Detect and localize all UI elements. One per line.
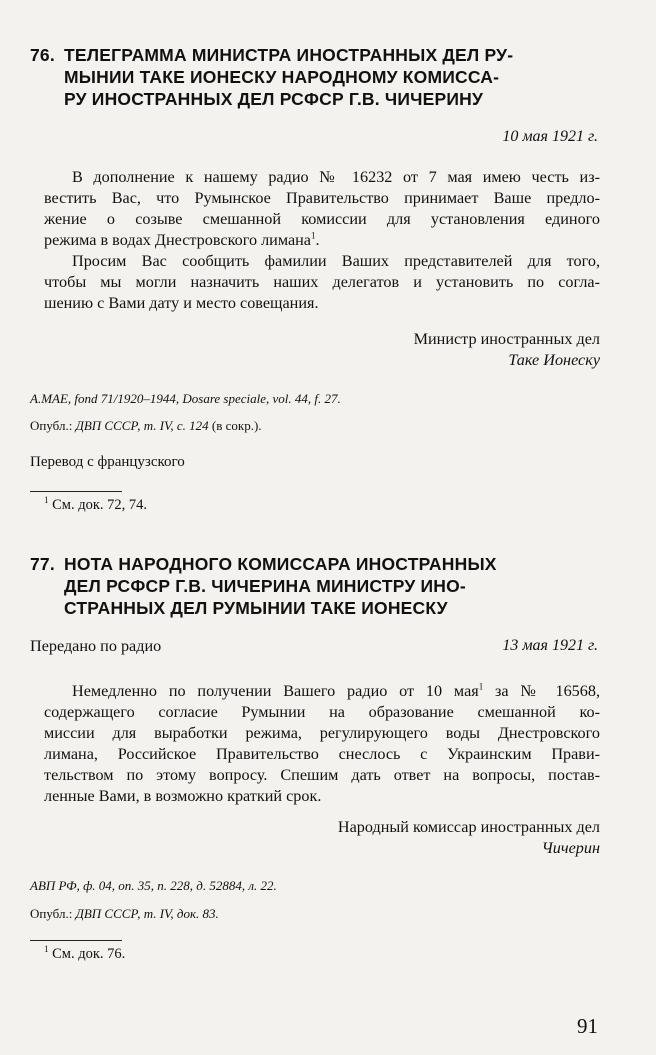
published-label: Опубл.: xyxy=(30,906,73,921)
text-run: за № 16568, xyxy=(483,682,600,700)
doc77-heading-line: ДЕЛ РСФСР Г.В. ЧИЧЕРИНА МИНИСТРУ ИНО- xyxy=(64,576,466,596)
footnote-rule xyxy=(30,491,122,492)
doc76-heading-line: ТЕЛЕГРАММА МИНИСТРА ИНОСТРАННЫХ ДЕЛ РУ- xyxy=(64,45,514,65)
footnote-rule xyxy=(30,940,122,941)
text-line xyxy=(44,230,600,251)
doc76-paragraph-1 xyxy=(44,167,600,251)
footnote-text: См. док. 72, 74. xyxy=(52,497,148,513)
text-line: шению с Вами дату и место совещания. xyxy=(44,294,319,312)
doc76-heading-line: МЫНИИ ТАКЕ ИОНЕСКУ НАРОДНОМУ КОМИССА- xyxy=(64,67,500,87)
doc76-date: 10 мая 1921 г. xyxy=(502,128,598,145)
page-number: 91 xyxy=(577,1014,598,1038)
footnote-mark: 1 xyxy=(44,944,49,955)
doc76-paragraph-2 xyxy=(44,251,600,314)
footnote-ref: 1 xyxy=(311,230,316,241)
doc77-transmission-note: Передано по радио xyxy=(30,637,162,655)
published-ref: ДВП СССР, т. IV, с. 124 xyxy=(75,418,209,433)
text-line: жение о созыве смешанной комиссии для установления единого xyxy=(44,210,600,228)
text-line: тельством по этому вопросу. Спешим дать ответ на вопросы, постав- xyxy=(44,766,600,784)
published-note: (в сокр.). xyxy=(211,418,262,433)
doc77-published xyxy=(30,906,219,922)
text-line: В дополнение к нашему радио № 16232 от 7 мая имею честь из- xyxy=(72,168,600,186)
text-line: миссии для выработки режима, регулирующего воды Днестровского xyxy=(44,724,600,742)
text-run: Немедленно по получении Вашего радио от 10 мая xyxy=(72,682,479,700)
doc76-translation-note: Перевод с французского xyxy=(30,454,185,470)
doc76-footnote xyxy=(44,497,147,514)
text-line: вестить Вас, что Румынское Правительство принимает Ваше предло- xyxy=(44,189,600,207)
text-line xyxy=(44,681,600,702)
footnote-ref: 1 xyxy=(478,681,484,692)
text-run: . xyxy=(315,231,320,249)
footnote-text: См. док. 76. xyxy=(52,946,126,962)
text-line: Просим Вас сообщить фамилии Ваших представителей для того, xyxy=(72,252,600,270)
signature-name: Таке Ионеску xyxy=(508,351,600,369)
published-ref: ДВП СССР, т. IV, док. 83. xyxy=(75,906,219,921)
doc77-paragraph xyxy=(44,681,600,807)
doc77-source: АВП РФ, ф. 04, оп. 35, п. 228, д. 52884, л. 22. xyxy=(30,878,277,893)
doc77-date: 13 мая 1921 г. xyxy=(502,637,598,654)
text-run: режима в водах Днестровского лимана xyxy=(44,231,311,249)
doc76-published xyxy=(30,418,262,434)
doc77-heading-line: НОТА НАРОДНОГО КОМИССАРА ИНОСТРАННЫХ xyxy=(64,554,497,574)
doc76-heading-line: РУ ИНОСТРАННЫХ ДЕЛ РСФСР Г.В. ЧИЧЕРИНУ xyxy=(64,89,484,109)
signature-title: Министр иностранных дел xyxy=(413,330,600,348)
doc76-signature xyxy=(414,330,600,370)
text-line: лимана, Российское Правительство снеслось с Украинским Прави- xyxy=(44,745,600,763)
published-label: Опубл.: xyxy=(30,418,73,433)
doc77-signature xyxy=(338,818,600,858)
text-line: содержащего согласие Румынии на образование смешанной ко- xyxy=(44,703,600,721)
text-line: чтобы мы могли назначить наших делегатов и установить по согла- xyxy=(44,273,600,291)
text-line: ленные Вами, в возможно краткий срок. xyxy=(44,787,322,805)
doc76-source: A.MAE, fond 71/1920–1944, Dosare speciale, vol. 44, f. 27. xyxy=(30,391,341,406)
doc77-footnote xyxy=(44,946,125,963)
doc77-number: 77. xyxy=(30,554,55,574)
doc77-heading-line: СТРАННЫХ ДЕЛ РУМЫНИИ ТАКЕ ИОНЕСКУ xyxy=(64,598,448,618)
doc76-number: 76. xyxy=(30,45,55,65)
signature-title: Народный комиссар иностранных дел xyxy=(337,818,600,836)
footnote-mark: 1 xyxy=(44,495,49,506)
signature-name: Чичерин xyxy=(541,839,600,857)
